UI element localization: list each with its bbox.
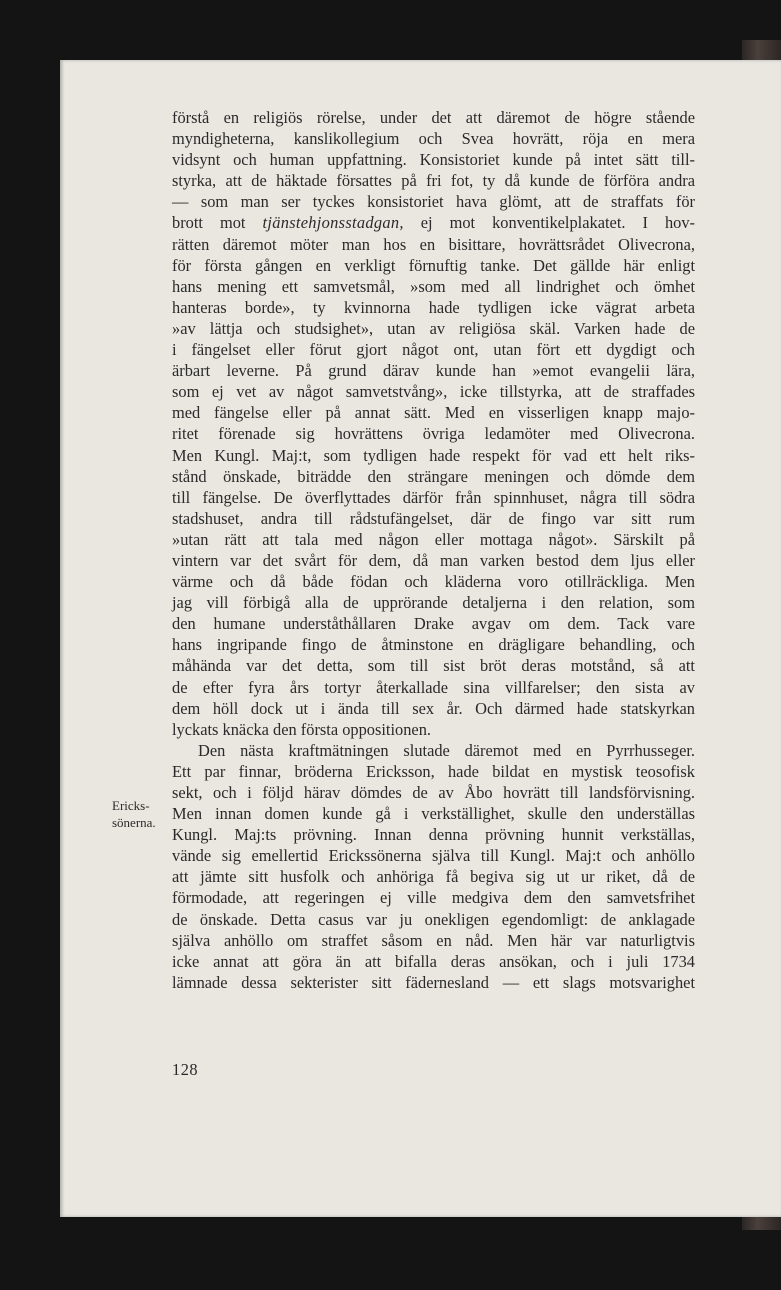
text-line: — som man ser tyckes konsistoriet hava glömt, att de straffats för <box>172 192 695 212</box>
text-line: ärbart leverne. På grund därav kunde han »emot evangelii lära, <box>172 361 695 381</box>
text-line: vidsynt och human uppfattning. Konsistoriet kunde på intet sätt till- <box>172 150 695 170</box>
text-line: de önskade. Detta casus var ju onekligen egendomligt: de anklagade <box>172 909 695 929</box>
text-line: vintern var det svårt för dem, då man varken bestod dem ljus eller <box>172 550 695 570</box>
italic-work-title: tjänstehjonsstadgan, <box>262 213 404 233</box>
text-line: själva anhöllo om straffet såsom en nåd. Men här var naturligtvis <box>172 930 695 950</box>
margin-note-line: Ericks- <box>112 798 150 813</box>
text-line: Men innan domen kunde gå i verkställighet, skulle den underställas <box>172 804 695 824</box>
text-line: Den nästa kraftmätningen slutade däremot med en Pyrrhusseger. <box>198 740 695 760</box>
text-line: styrka, att de häktade försattes på fri fot, ty då kunde de förföra andra <box>172 171 695 191</box>
text-line: hans mening ett samvetsmål, »som med all lindrighet och ömhet <box>172 276 695 296</box>
text-line: dem höll dock ut i ända till sex år. Och därmed hade statskyrkan <box>172 698 695 718</box>
text-line <box>172 212 695 233</box>
text-line: »av lättja och studsighet», utan av religiösa skäl. Varken hade de <box>172 318 695 338</box>
text-line: vände sig emellertid Erickssönerna själva till Kungl. Maj:t och anhöllo <box>172 846 695 866</box>
text-line: de efter fyra års tortyr återkallade sina villfarelser; den sista av <box>172 677 695 697</box>
text-line: jag vill förbigå alla de upprörande detaljerna i den relation, som <box>172 593 695 613</box>
text-line: värme och då både födan och kläderna voro otillräckliga. Men <box>172 572 695 592</box>
text-line: sekt, och i följd härav dömdes de av Åbo hovrätt till landsförvisning. <box>172 783 695 802</box>
text-line: förmodade, att regeringen ej ville medgiva dem den samvetsfrihet <box>172 888 695 908</box>
text-line: att jämte sitt husfolk och anhöriga få begiva sig ut ur riket, då de <box>172 867 695 887</box>
text-fragment: ej mot konventikelplakatet. I hov- <box>403 213 695 233</box>
text-line: Kungl. Maj:ts prövning. Innan denna prövning hunnit verkställas, <box>172 825 695 845</box>
text-line: i fängelset eller förut gjort något ont, utan fört ett dygdigt och <box>172 340 695 360</box>
text-fragment: brott mot <box>172 213 263 233</box>
text-line: Men Kungl. Maj:t, som tydligen hade respekt för vad ett helt riks- <box>172 445 695 465</box>
margin-note-line: sönerna. <box>112 815 156 830</box>
margin-note <box>112 797 170 831</box>
text-line: hanteras borde», ty kvinnorna hade tydligen icke vägrat arbeta <box>172 297 695 317</box>
text-line: den humane underståthållaren Drake avgav om dem. Tack vare <box>172 614 695 634</box>
text-line: stadshuset, andra till rådstufängelset, där de fingo var sitt rum <box>172 508 695 528</box>
page-number: 128 <box>172 1060 199 1079</box>
text-line: myndigheterna, kanslikollegium och Svea hovrätt, röja en mera <box>172 129 695 149</box>
text-line: lämnade dessa sekterister sitt fädernesland — ett slags motsvarighet <box>172 972 695 992</box>
text-line: med fängelse eller på annat sätt. Med en visserligen knapp majo- <box>172 403 695 423</box>
text-line: måhända var det detta, som till sist bröt deras motstånd, så att <box>172 656 695 676</box>
text-line: hans ingripande fingo de åtminstone en drägligare behandling, och <box>172 635 695 655</box>
text-line: icke annat att göra än att bifalla deras ansökan, och i juli 1734 <box>172 951 695 971</box>
text-line: för första gången en verkligt förnuftig tanke. Det gällde här enligt <box>172 255 695 275</box>
text-line: rätten däremot möter man hos en bisittare, hovrättsrådet Olivecrona, <box>172 234 695 254</box>
body-text <box>172 107 695 993</box>
text-line: förstå en religiös rörelse, under det att däremot de högre stående <box>172 108 695 127</box>
text-line: stånd önskade, biträdde den strängare meningen och dömde dem <box>172 466 695 486</box>
text-line: lyckats knäcka den första oppositionen. <box>172 719 431 739</box>
text-line: ritet förenade sig hovrättens övriga ledamöter med Olivecrona. <box>172 424 695 444</box>
text-line: Ett par finnar, bröderna Ericksson, hade bildat en mystisk teosofisk <box>172 761 695 781</box>
text-line: »utan rätt att tala med någon eller mottaga något». Särskilt på <box>172 529 695 549</box>
text-line: som ej vet av något samvetstvång», icke tillstyrka, att de straffades <box>172 382 695 402</box>
text-line: till fängelse. De överflyttades därför från spinnhuset, några till södra <box>172 487 695 507</box>
